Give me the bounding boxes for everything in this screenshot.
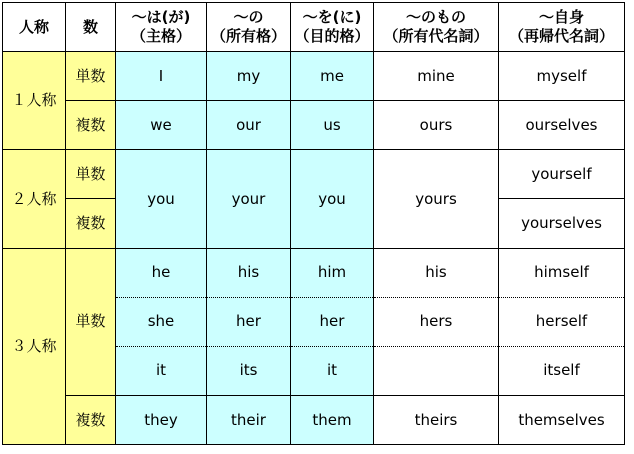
subjective-cell: she — [116, 297, 207, 346]
reflexive-cell: himself — [499, 248, 625, 297]
possessive-pronoun-cell — [374, 346, 499, 395]
reflexive-cell: yourself — [499, 150, 625, 199]
possessive-cell: your — [207, 150, 291, 248]
header-objective-label: ～を(に) — [302, 8, 362, 27]
objective-cell: him — [291, 248, 374, 297]
number-cell: 複数 — [66, 199, 116, 248]
possessive-pronoun-cell: mine — [374, 52, 499, 101]
subjective-cell: I — [116, 52, 207, 101]
header-subjective-case: （主格） — [130, 27, 191, 46]
header-reflexive-case: （再帰代名詞） — [508, 27, 614, 46]
number-cell: 複数 — [66, 101, 116, 150]
possessive-pronoun-cell: hers — [374, 297, 499, 346]
pronoun-table — [2, 2, 625, 445]
reflexive-cell: themselves — [499, 395, 625, 444]
subjective-cell: it — [116, 346, 207, 395]
number-cell: 複数 — [66, 395, 116, 444]
table-row — [3, 395, 625, 444]
subjective-cell: you — [116, 150, 207, 248]
table-row — [3, 248, 625, 297]
person-second: ２人称 — [3, 150, 66, 248]
table-row — [3, 52, 625, 101]
header-row — [3, 3, 625, 52]
header-possessive — [207, 3, 291, 52]
header-subjective-label: ～は(が) — [131, 8, 191, 27]
subjective-cell: we — [116, 101, 207, 150]
objective-cell: you — [291, 150, 374, 248]
reflexive-cell: herself — [499, 297, 625, 346]
subjective-cell: he — [116, 248, 207, 297]
header-subjective — [116, 3, 207, 52]
header-person: 人称 — [3, 3, 66, 52]
header-objective-case: （目的格） — [294, 27, 370, 46]
possessive-pronoun-cell: his — [374, 248, 499, 297]
header-possessive-pronoun — [374, 3, 499, 52]
possessive-pronoun-cell: ours — [374, 101, 499, 150]
header-reflexive-label: ～自身 — [538, 8, 584, 27]
reflexive-cell: yourselves — [499, 199, 625, 248]
objective-cell: it — [291, 346, 374, 395]
possessive-cell: her — [207, 297, 291, 346]
person-third: ３人称 — [3, 248, 66, 444]
header-possessive-pronoun-label: ～のもの — [405, 8, 466, 27]
objective-cell: me — [291, 52, 374, 101]
header-objective — [291, 3, 374, 52]
header-possessive-pronoun-case: （所有代名詞） — [383, 27, 489, 46]
table-row — [3, 150, 625, 199]
reflexive-cell: ourselves — [499, 101, 625, 150]
objective-cell: them — [291, 395, 374, 444]
objective-cell: her — [291, 297, 374, 346]
reflexive-cell: myself — [499, 52, 625, 101]
possessive-pronoun-cell: theirs — [374, 395, 499, 444]
subjective-cell: they — [116, 395, 207, 444]
number-cell: 単数 — [66, 150, 116, 199]
possessive-cell: its — [207, 346, 291, 395]
objective-cell: us — [291, 101, 374, 150]
header-reflexive — [499, 3, 625, 52]
header-number: 数 — [66, 3, 116, 52]
possessive-cell: his — [207, 248, 291, 297]
possessive-pronoun-cell: yours — [374, 150, 499, 248]
header-possessive-case: （所有格） — [210, 27, 286, 46]
number-cell: 単数 — [66, 52, 116, 101]
possessive-cell: their — [207, 395, 291, 444]
possessive-cell: our — [207, 101, 291, 150]
header-possessive-label: ～の — [233, 8, 264, 27]
possessive-cell: my — [207, 52, 291, 101]
person-first: １人称 — [3, 52, 66, 150]
table-row — [3, 101, 625, 150]
number-cell: 単数 — [66, 248, 116, 395]
reflexive-cell: itself — [499, 346, 625, 395]
